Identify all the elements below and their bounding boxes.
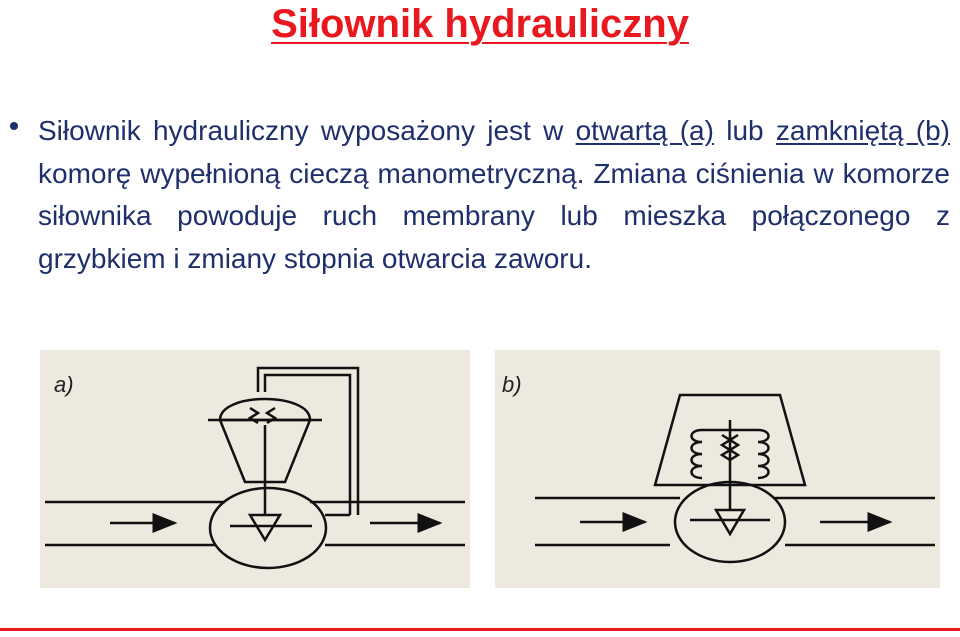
link-closed-chamber[interactable]: zamkniętą (b) (775, 115, 950, 146)
label-a: a) (54, 372, 74, 397)
slide-title: Siłownik hydrauliczny (271, 2, 689, 46)
closed-actuator-drawing (535, 395, 935, 562)
actuator-figure (40, 350, 940, 590)
description-paragraph (38, 110, 950, 280)
paragraph-text-2: lub (713, 115, 776, 146)
actuator-diagram (40, 350, 940, 590)
bullet-item (10, 110, 950, 280)
bottom-divider (0, 628, 960, 631)
link-open-chamber[interactable]: otwartą (a) (575, 115, 714, 146)
bullet-icon (10, 122, 18, 130)
open-actuator-drawing (45, 368, 465, 568)
paragraph-text-3: komorę wypełnioną cieczą manometryczną. Zmiana ciśnienia w komorze siłownika powoduje ruch membrany lub mieszka połączonego z grzybkiem i zmiany stopnia otwarcia zaworu. (38, 157, 950, 274)
label-b: b) (502, 372, 522, 397)
paragraph-text-1: Siłownik hydrauliczny wyposażony jest w (38, 115, 576, 146)
